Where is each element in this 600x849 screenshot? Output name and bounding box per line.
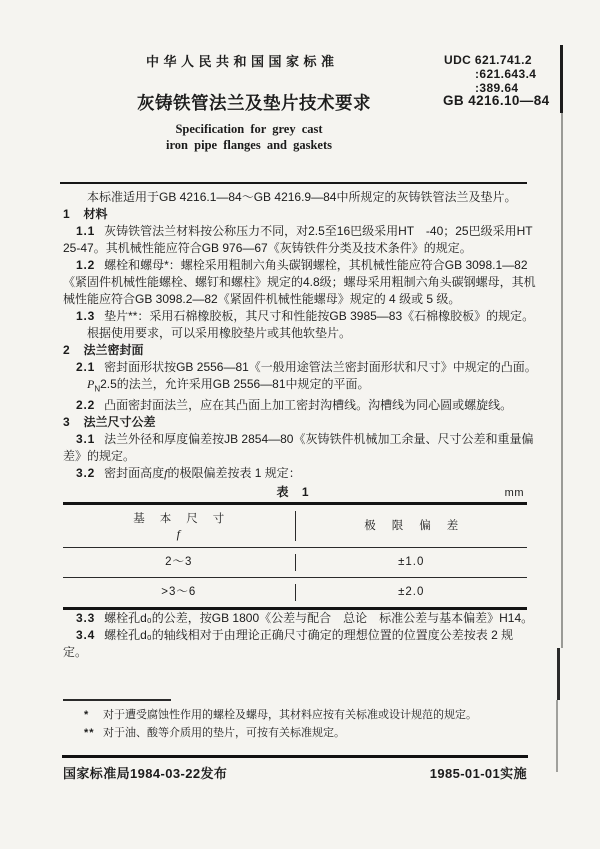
table-header-row — [63, 505, 527, 548]
section-title: 法兰密封面 — [83, 343, 144, 357]
document-title-en-line2: iron pipe flanges and gaskets — [166, 138, 332, 152]
f-symbol: f — [176, 527, 181, 542]
clause-number: 1.3 — [76, 309, 96, 323]
section-title: 法兰尺寸公差 — [83, 415, 156, 430]
clause-number: 2.1 — [76, 360, 96, 374]
section-number: 3 — [63, 415, 71, 430]
pressure-symbol-subscript: N — [94, 384, 101, 394]
clause-text: 的极限偏差按表 1 规定： — [167, 466, 301, 481]
footer-divider — [62, 755, 528, 758]
scan-artifact — [556, 700, 558, 772]
document-title-en-line1: Specification for grey cast — [175, 122, 323, 136]
f-symbol: f — [164, 466, 168, 481]
table-1-caption: 表 1 — [276, 485, 314, 500]
section-2-heading — [63, 342, 537, 359]
clause-1-3-note: 根据使用要求，可以采用橡胶垫片或其他软垫片。 — [87, 326, 352, 340]
footnote-divider — [63, 699, 171, 701]
footnote-marker: * — [84, 708, 90, 721]
table-header-limit-deviation: 极限偏差 — [364, 519, 475, 532]
table-row — [63, 548, 527, 578]
table-1-grid — [63, 502, 527, 610]
clause-number: 3.2 — [76, 466, 96, 481]
clause-3-1 — [63, 431, 537, 465]
footnotes — [63, 699, 537, 743]
scan-artifact — [557, 648, 560, 700]
section-1-heading — [63, 206, 537, 223]
clause-number: 3.3 — [76, 611, 96, 626]
limit-deviation-value: ±2.0 — [398, 586, 425, 599]
footnote-text: 对于油、酸等介质用的垫片，可按有关标准规定。 — [103, 727, 345, 740]
clause-text: 灰铸铁管法兰材料按公称压力不同，对2.5至16巴级采用HT -40；25巴级采用HT 25-47。其机械性能应符合GB 976—67《灰铸铁件分类及技术条件》的规定。 — [63, 224, 533, 255]
document-title-en — [128, 121, 370, 153]
clause-text: 垫片**：采用石棉橡胶板，其尺寸和性能按GB 3985—83《石棉橡胶板》的规定。 — [104, 309, 535, 323]
clause-number: 3.4 — [76, 628, 96, 643]
issue-date: 国家标准局1984-03-22发布 — [63, 766, 228, 781]
basic-size-value: >3～6 — [63, 584, 296, 601]
clause-3-4 — [63, 627, 537, 661]
udc-line-2: :621.643.4 — [475, 67, 537, 81]
basic-size-value: 2～3 — [63, 554, 296, 571]
clause-text: 密封面高度 — [104, 466, 165, 481]
clause-3-2 — [63, 465, 537, 482]
footnote-text: 对于遭受腐蚀性作用的螺栓及螺母，其材料应按有关标准或设计规范的规定。 — [103, 708, 477, 721]
clause-1-3 — [63, 308, 537, 325]
table-1-unit-label: mm — [504, 487, 524, 500]
document-title-cn: 灰铸铁管法兰及垫片技术要求 — [137, 93, 371, 113]
clause-number: 3.1 — [76, 432, 96, 447]
clause-text: 密封面形状按GB 2556—81《一般用途管法兰密封面形状和尺寸》中规定的凸面。 — [104, 360, 537, 374]
clause-text: 螺栓和螺母*：螺栓采用粗制六角头碳钢螺栓，其机械性能应符合GB 3098.1—82《紧固件机械性能螺栓、螺钉和螺柱》规定的4.8级；螺母采用粗制六角头碳钢螺母，其机械性能应符合GB 3098.2—82《紧固件机械性能螺母》规定的 4 级或 5 级。 — [63, 258, 536, 306]
clause-text: 2.5的法兰，允许采用GB 2556—81中规定的平面。 — [100, 377, 370, 391]
footnote-2 — [63, 724, 537, 743]
scope-paragraph: 本标准适用于GB 4216.1—84～GB 4216.9—84中所规定的灰铸铁管法兰及垫片。 — [87, 190, 517, 204]
udc-line-1: UDC 621.741.2 — [444, 53, 532, 67]
section-title: 材料 — [83, 207, 108, 221]
footnote-marker: ** — [84, 727, 95, 740]
limit-deviation-value: ±1.0 — [398, 556, 425, 569]
effective-date: 1985-01-01实施 — [429, 766, 527, 781]
table-1-caption-row — [63, 484, 527, 499]
scan-artifact — [561, 113, 563, 648]
clause-text: 凸面密封面法兰，应在其凸面上加工密封沟槽线。沟槽线为同心圆或螺旋线。 — [104, 398, 513, 413]
footer — [63, 763, 527, 782]
clause-number: 1.1 — [76, 224, 96, 238]
document-body — [63, 189, 537, 661]
clause-text: 螺栓孔d₀的公差，按GB 1800《公差与配合 总论 标准公差与基本偏差》H14。 — [104, 611, 534, 626]
standard-number: GB 4216.10—84 — [443, 93, 550, 108]
header-divider — [60, 182, 527, 184]
udc-line-3: :389.64 — [475, 81, 519, 95]
section-number: 2 — [63, 343, 71, 357]
footnote-1 — [63, 706, 537, 725]
section-3-heading — [63, 414, 537, 431]
clause-text: 螺栓孔d₀的轴线相对于由理论正确尺寸确定的理想位置的位置度公差按表 2 规定。 — [63, 628, 514, 660]
scan-artifact — [560, 45, 563, 113]
clause-1-2 — [63, 257, 537, 308]
table-row — [63, 578, 527, 607]
udc-code — [444, 53, 536, 95]
clause-number: 2.2 — [76, 398, 96, 413]
clause-2-1 — [63, 359, 537, 376]
section-number: 1 — [63, 207, 71, 221]
clause-number: 1.2 — [76, 258, 96, 272]
pressure-symbol: P — [87, 377, 95, 391]
table-1 — [63, 484, 537, 610]
table-header-basic-size: 基本尺寸 f — [63, 511, 296, 541]
national-standard-label: 中华人民共和国国家标准 — [146, 54, 339, 69]
clause-3-3 — [63, 610, 537, 627]
clause-1-1 — [63, 223, 537, 257]
clause-2-1-note — [63, 376, 537, 397]
clause-text: 法兰外径和厚度偏差按JB 2854—80《灰铸铁件机械加工余量、尺寸公差和重量偏差》的规定。 — [63, 432, 534, 464]
clause-2-2 — [63, 397, 537, 414]
